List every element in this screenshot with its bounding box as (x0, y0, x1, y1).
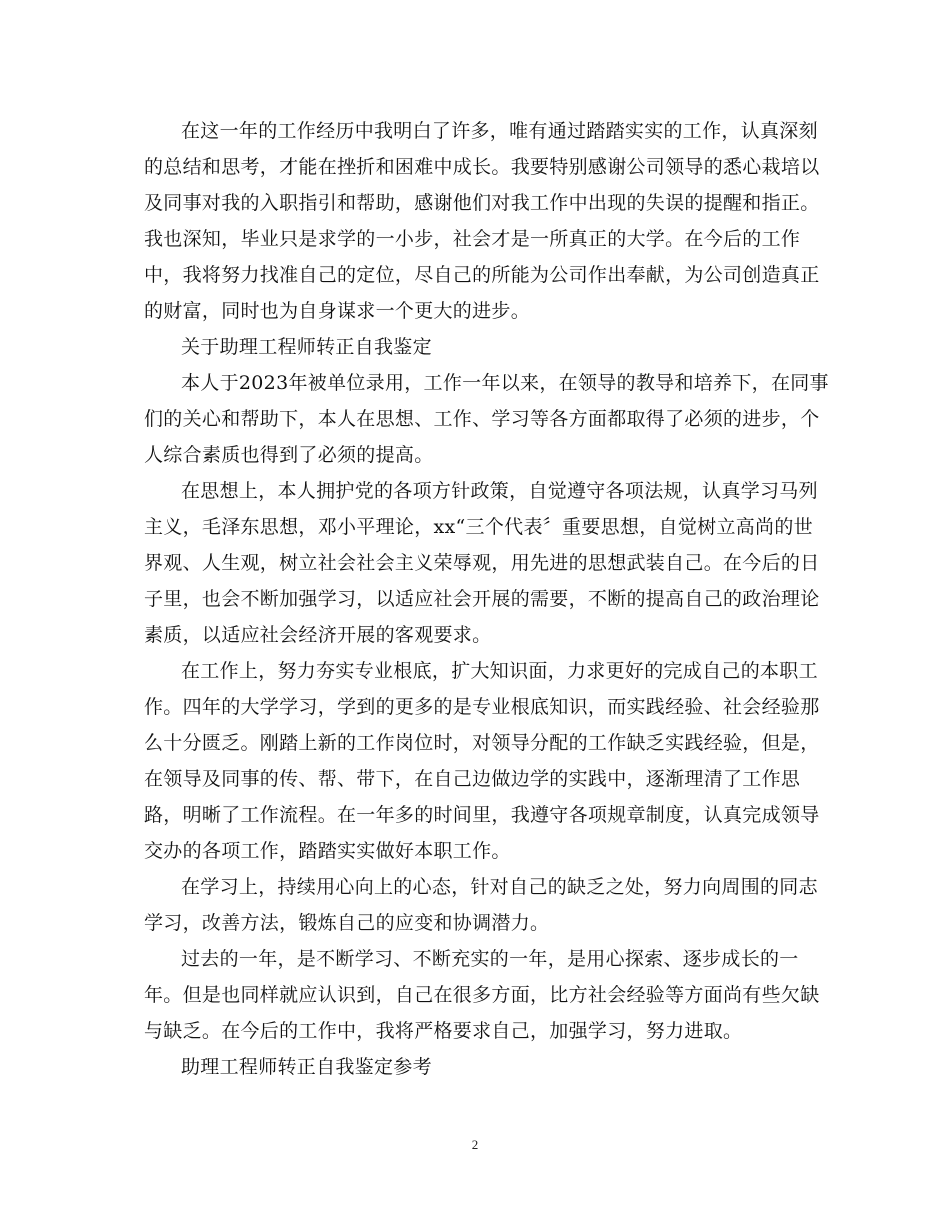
text-line: 与缺乏。在今后的工作中，我将严格要求自己，加强学习，努力进取。 (144, 1020, 743, 1042)
text-line: 在学习上，持续用心向上的心态，针对自己的缺乏之处，努力向周围的同志 (181, 876, 818, 898)
text-line: 的总结和思考，才能在挫折和困难中成长。我要特别感谢公司领导的悉心栽培以 (144, 156, 820, 178)
text-line: 们的关心和帮助下，本人在思想、工作、学习等各方面都取得了必须的进步，个 (144, 408, 820, 430)
text-line: 的财富，同时也为自身谋求一个更大的进步。 (144, 300, 531, 322)
section-heading: 助理工程师转正自我鉴定参考 (181, 1056, 432, 1078)
text-line: 本人于2023年被单位录用，工作一年以来，在领导的教导和培养下，在同事 (181, 372, 829, 394)
text-line: 素质，以适应社会经济开展的客观要求。 (144, 624, 492, 646)
text-line: 界观、人生观，树立社会社会主义荣辱观，用先进的思想武装自己。在今后的日 (144, 552, 820, 574)
text-line: 我也深知，毕业只是求学的一小步，社会才是一所真正的大学。在今后的工作 (144, 228, 801, 250)
text-line: 主义，毛泽东思想，邓小平理论，xx“三个代表〞重要思想，自觉树立高尚的世 (144, 516, 813, 538)
text-line: 人综合素质也得到了必须的提高。 (144, 444, 434, 466)
text-line: 年。但是也同样就应认识到，自己在很多方面，比方社会经验等方面尚有些欠缺 (144, 984, 820, 1006)
text-line: 及同事对我的入职指引和帮助，感谢他们对我工作中出现的失误的提醒和指正。 (144, 192, 820, 214)
text-line: 交办的各项工作，踏踏实实做好本职工作。 (144, 840, 511, 862)
text-line: 路，明晰了工作流程。在一年多的时间里，我遵守各项规章制度，认真完成领导 (144, 804, 820, 826)
text-line: 过去的一年，是不断学习、不断充实的一年，是用心探索、逐步成长的一 (181, 948, 799, 970)
text-line: 么十分匮乏。刚踏上新的工作岗位时，对领导分配的工作缺乏实践经验，但是， (144, 732, 820, 754)
text-line: 在这一年的工作经历中我明白了许多，唯有通过踏踏实实的工作，认真深刻 (181, 120, 818, 142)
text-line: 子里，也会不断加强学习，以适应社会开展的需要，不断的提高自己的政治理论 (144, 588, 820, 610)
page-number: 2 (471, 1137, 479, 1152)
text-line: 在工作上，努力夯实专业根底，扩大知识面，力求更好的完成自己的本职工 (181, 660, 818, 682)
text-line: 中，我将努力找准自己的定位，尽自己的所能为公司作出奉献，为公司创造真正 (144, 264, 820, 286)
text-line: 作。四年的大学学习，学到的更多的是专业根底知识，而实践经验、社会经验那 (144, 696, 820, 718)
text-line: 学习，改善方法，锻炼自己的应变和协调潜力。 (144, 912, 550, 934)
text-line: 在领导及同事的传、帮、带下，在自己边做边学的实践中，逐渐理清了工作思 (144, 768, 801, 790)
text-line: 在思想上，本人拥护党的各项方针政策，自觉遵守各项法规，认真学习马列 (181, 480, 818, 502)
section-heading: 关于助理工程师转正自我鉴定 (181, 336, 432, 358)
